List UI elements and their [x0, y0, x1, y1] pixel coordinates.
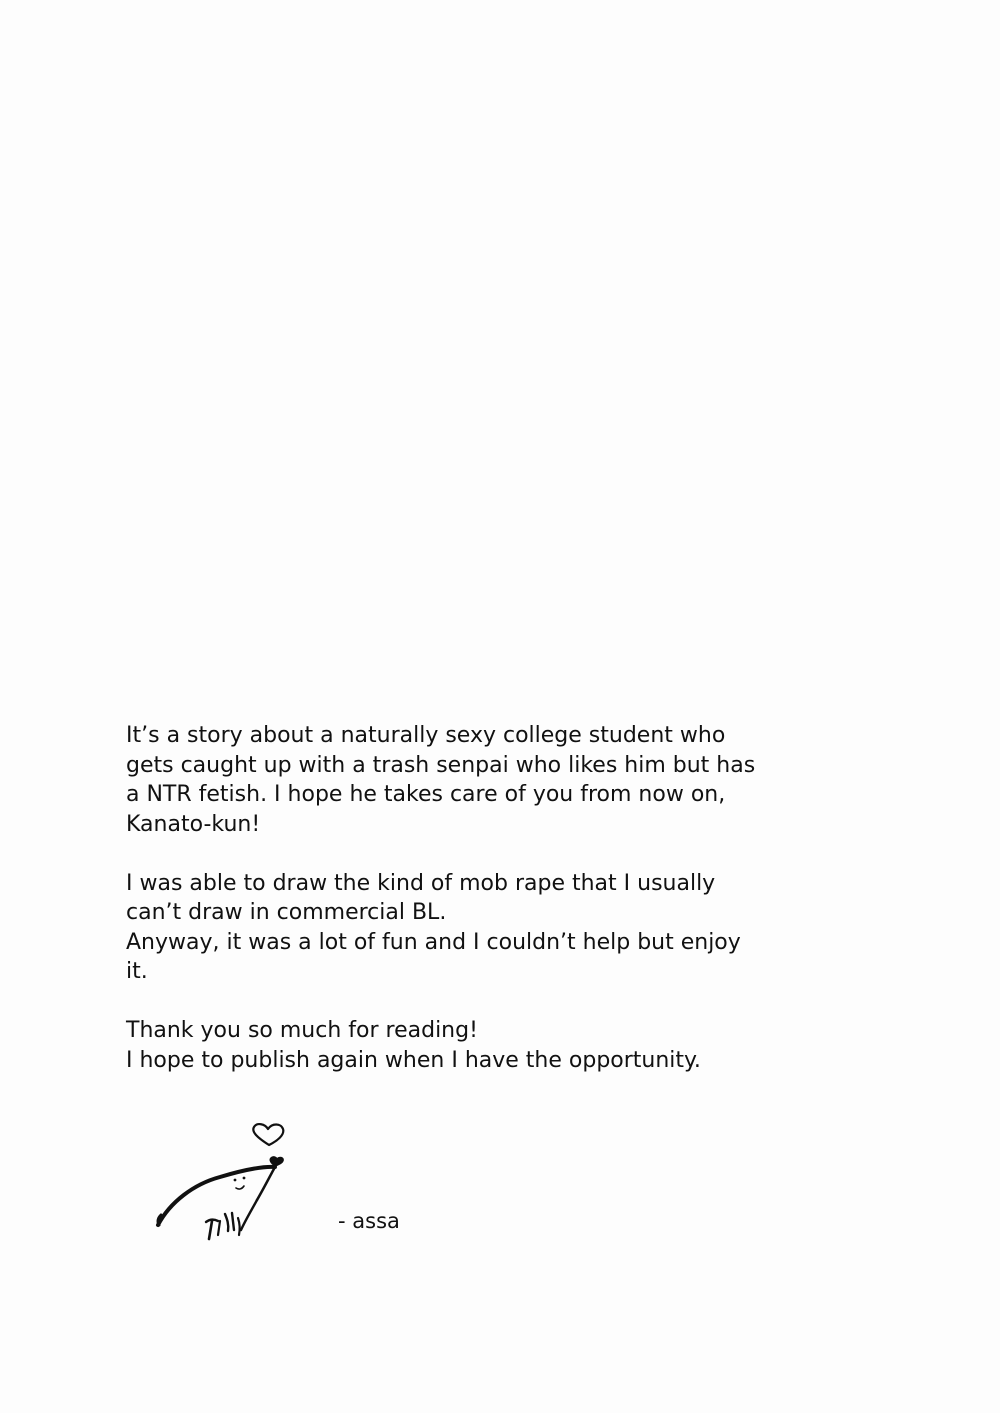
- paragraph: [126, 721, 786, 839]
- paragraph: [126, 1016, 786, 1075]
- text-line: gets caught up with a trash senpai who likes him but has: [126, 752, 756, 778]
- text-line: a NTR fetish. I hope he takes care of you from now on,: [126, 782, 726, 807]
- heart-icon: [253, 1124, 283, 1145]
- signature: - assa: [338, 1209, 400, 1233]
- text-line: Kanato-kun!: [126, 811, 261, 837]
- text-line: I hope to publish again when I have the opportunity.: [126, 1047, 701, 1073]
- afterword-text: [126, 721, 786, 1075]
- text-line: Anyway, it was a lot of fun and I couldn’t help but enjoy: [126, 929, 741, 955]
- small-heart-icon: [270, 1157, 283, 1166]
- paragraph: [126, 869, 786, 987]
- text-line: it.: [126, 959, 148, 984]
- text-line: I was able to draw the kind of mob rape that I usually: [126, 870, 716, 896]
- text-line: can’t draw in commercial BL.: [126, 900, 447, 925]
- creature-with-heart-doodle-icon: [148, 1118, 308, 1248]
- text-line: It’s a story about a naturally sexy college student who: [126, 723, 726, 748]
- text-line: Thank you so much for reading!: [126, 1018, 478, 1043]
